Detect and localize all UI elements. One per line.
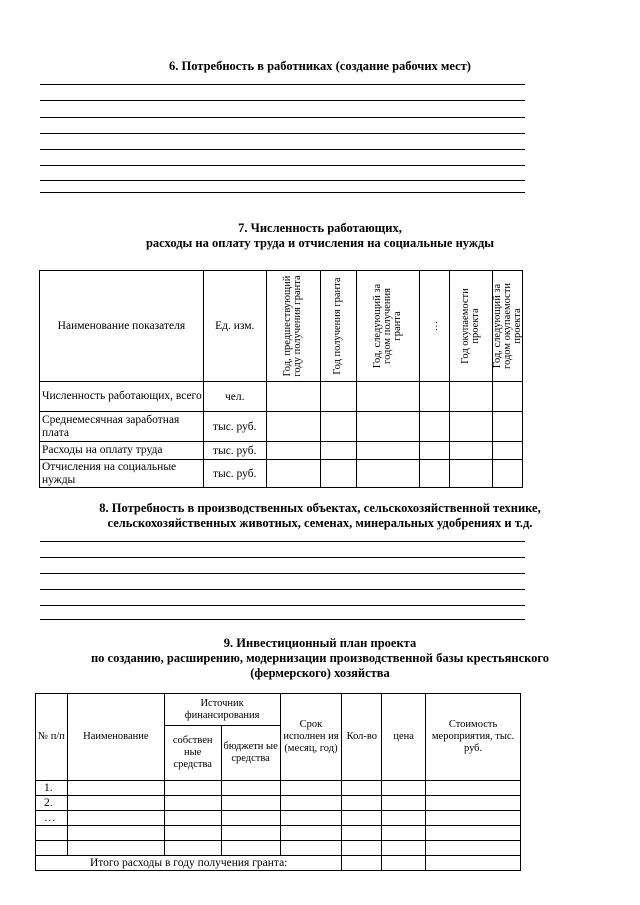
table-row xyxy=(36,781,521,796)
blank-line xyxy=(40,165,525,166)
table-cell xyxy=(320,442,357,460)
total-row xyxy=(36,856,521,871)
blank-line xyxy=(40,619,525,620)
table-cell xyxy=(357,382,420,412)
table-row xyxy=(40,460,523,488)
table-cell xyxy=(450,460,493,488)
row-number: 2. xyxy=(36,796,68,811)
section7-title-line2: расходы на оплату труда и отчисления на социальные нужды xyxy=(145,236,495,250)
blank-line xyxy=(40,117,525,118)
labor-costs-table xyxy=(39,270,523,488)
blank-line xyxy=(40,100,525,101)
header-year-before-grant: Год, предшествующий году получения гранта xyxy=(266,271,320,382)
section9-title-line3: (фермерского) хозяйства xyxy=(250,666,390,680)
table-cell xyxy=(450,382,493,412)
table-cell xyxy=(320,460,357,488)
table-cell xyxy=(357,460,420,488)
table-cell xyxy=(493,460,523,488)
table-row xyxy=(36,841,521,856)
header-funding-source: Источник финансирования xyxy=(164,694,280,726)
row-unit: чел. xyxy=(203,382,266,412)
table-cell xyxy=(420,442,450,460)
header-year-after-grant: Год, следующий за годом получения гранта xyxy=(357,271,420,382)
blank-line xyxy=(40,180,525,181)
row-number xyxy=(36,826,68,841)
table-cell xyxy=(493,412,523,442)
section6-title: 6. Потребность в работниках (создание рабочих мест) xyxy=(169,59,471,73)
blank-line xyxy=(40,133,525,134)
table-cell xyxy=(493,442,523,460)
table-cell xyxy=(420,412,450,442)
header-grant-year: Год получения гранта xyxy=(320,271,357,382)
total-label: Итого расходы в году получения гранта: xyxy=(36,856,342,871)
header-budget-funds: бюджетн ые средства xyxy=(221,726,280,781)
row-label: Среднемесячная заработная плата xyxy=(40,412,204,442)
table-cell xyxy=(266,442,320,460)
table-cell xyxy=(266,460,320,488)
row-number: 1. xyxy=(36,781,68,796)
blank-line xyxy=(40,192,525,193)
blank-line xyxy=(40,589,525,590)
table-cell xyxy=(320,382,357,412)
table-cell xyxy=(266,382,320,412)
row-label: Отчисления на социальные нужды xyxy=(40,460,204,488)
blank-line xyxy=(40,557,525,558)
header-name: Наименование xyxy=(67,694,164,781)
row-unit: тыс. руб. xyxy=(203,412,266,442)
row-label: Численность работающих, всего xyxy=(40,382,204,412)
row-number xyxy=(36,841,68,856)
table-row xyxy=(36,826,521,841)
table-row xyxy=(36,796,521,811)
header-own-funds: собствен ные средства xyxy=(164,726,221,781)
row-unit: тыс. руб. xyxy=(203,442,266,460)
table-row xyxy=(36,811,521,826)
investment-plan-table xyxy=(35,693,521,871)
header-cost: Стоимость мероприятия, тыс. руб. xyxy=(426,694,521,781)
table-row xyxy=(40,382,523,412)
row-unit: тыс. руб. xyxy=(203,460,266,488)
blank-line xyxy=(40,573,525,574)
table-cell xyxy=(450,412,493,442)
blank-line xyxy=(40,541,525,542)
row-number: … xyxy=(36,811,68,826)
header-quantity: Кол-во xyxy=(342,694,382,781)
blank-line xyxy=(40,84,525,85)
header-term: Срок исполнен ия (месяц, год) xyxy=(280,694,342,781)
table-cell xyxy=(420,460,450,488)
row-label: Расходы на оплату труда xyxy=(40,442,204,460)
section8-title-line2: сельскохозяйственных животных, семенах, минеральных удобрениях и т.д. xyxy=(107,516,533,530)
header-unit: Ед. изм. xyxy=(203,271,266,382)
section7-title-line1: 7. Численность работающих, xyxy=(238,221,402,235)
table-cell xyxy=(450,442,493,460)
header-ellipsis: … xyxy=(420,271,450,382)
table-cell xyxy=(357,412,420,442)
blank-line xyxy=(40,149,525,150)
header-number: № п/п xyxy=(36,694,68,781)
header-price: цена xyxy=(382,694,426,781)
table-cell xyxy=(420,382,450,412)
table-cell xyxy=(493,382,523,412)
section8-title-line1: 8. Потребность в производственных объектах, сельскохозяйственной технике, xyxy=(99,501,541,515)
header-year-after-payback: Год, следующий за годом окупаемости проекта xyxy=(493,271,523,382)
section9-title-line2: по созданию, расширению, модернизации производственной базы крестьянского xyxy=(90,651,550,665)
section9-title-line1: 9. Инвестиционный план проекта xyxy=(223,636,417,650)
table-row xyxy=(40,442,523,460)
table-cell xyxy=(320,412,357,442)
blank-line xyxy=(40,605,525,606)
table-row xyxy=(40,412,523,442)
header-indicator-name: Наименование показателя xyxy=(40,271,204,382)
table-cell xyxy=(357,442,420,460)
header-payback-year: Год окупаемости проекта xyxy=(450,271,493,382)
table-cell xyxy=(266,412,320,442)
